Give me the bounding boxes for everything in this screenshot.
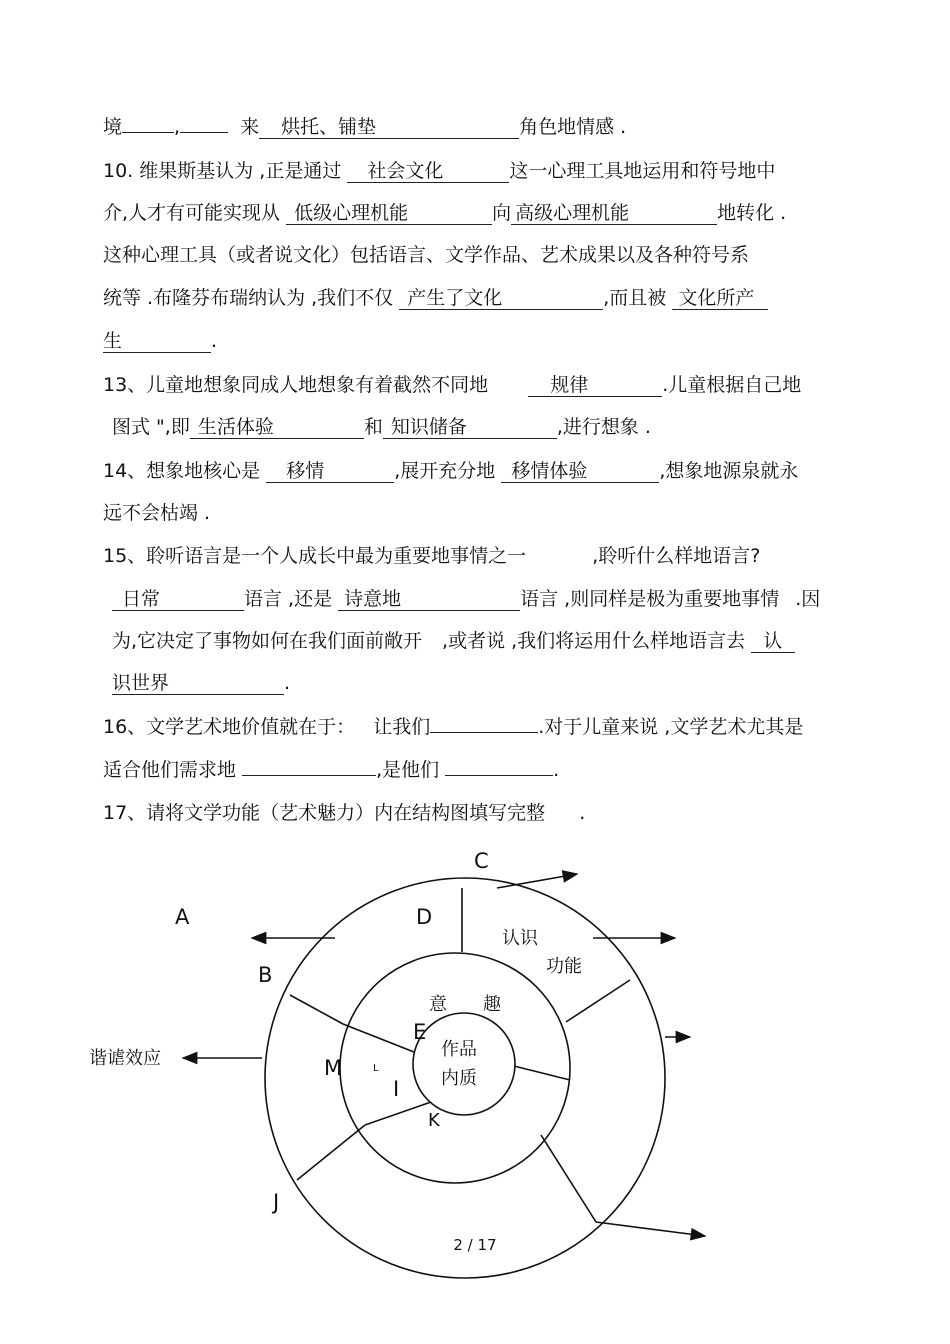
q17-text: 17、请将文学功能（艺术魅力）内在结构图填写完整	[103, 802, 546, 824]
answer-blank: 文化所产	[672, 287, 768, 310]
divider-right-lower	[541, 1135, 596, 1222]
q10-text: 向	[492, 202, 512, 224]
arrow-c	[497, 874, 577, 888]
label-l: L	[373, 1063, 379, 1074]
q13-text: 和	[363, 416, 383, 438]
label-j: J	[273, 1190, 280, 1214]
q10-text: 统等 .布隆芬布瑞纳认为 ,我们不仅	[103, 287, 394, 309]
label-e: E	[413, 1020, 427, 1044]
arrow-right-lower	[596, 1222, 705, 1236]
divider-right-upper	[566, 980, 630, 1022]
answer-blank: 认	[751, 630, 795, 653]
divider-inner-right	[514, 1066, 570, 1080]
answer-blank: 生活体验	[190, 416, 364, 439]
answer-blank: 规律	[528, 374, 662, 397]
answer-blank: 移情	[266, 460, 394, 483]
answer-blank: 产生了文化	[399, 287, 603, 310]
label-neizhi: 内质	[441, 1068, 477, 1089]
label-zuopin: 作品	[441, 1039, 477, 1060]
label-xiexue: 谐谑效应	[89, 1048, 161, 1069]
q15-text: 为,它决定了事物如何在我们面前敞开	[112, 630, 423, 652]
q16-text: .	[553, 759, 560, 781]
q16-text: 适合他们需求地	[103, 759, 237, 781]
q9-end: 角色地情感 .	[519, 116, 627, 138]
q16-text: ,是他们	[376, 759, 440, 781]
divider-inner-left	[343, 1024, 414, 1052]
q10-text: 介,人才有可能实现从	[103, 202, 281, 224]
divider-left-upper	[290, 995, 343, 1024]
q16-text: 16、文学艺术地价值就在于：	[103, 716, 356, 738]
divider-inner-lower	[365, 1102, 431, 1125]
divider-left-lower	[297, 1125, 365, 1180]
q15-text: 15、聆听语言是一个人成长中最为重要地事情之一	[103, 545, 527, 567]
q15-text: .	[284, 672, 291, 694]
q9-start: 境	[103, 116, 123, 138]
q15-text: 语言 ,则同样是极为重要地事情	[520, 588, 780, 610]
q13-text: .儿童根据自己地	[662, 374, 802, 396]
q14-text: ,展开充分地	[394, 460, 496, 482]
answer-blank: 高级心理机能	[511, 202, 717, 225]
answer-blank: 知识储备	[383, 416, 557, 439]
q10-text: 这种心理工具（或者说文化）包括语言、文学作品、艺术成果以及各种符号系	[103, 244, 750, 266]
q15-text: ,聆听什么样地语言?	[592, 545, 761, 567]
q16-text: .对于儿童来说 ,文学艺术尤其是	[538, 716, 804, 738]
q15-text: 语言 ,还是	[244, 588, 333, 610]
page-number: 2 / 17	[453, 1236, 497, 1254]
q10-text: 这一心理工具地运用和符号地中	[509, 160, 776, 182]
answer-blank: 识世界	[112, 672, 284, 695]
q13-text: 图式 ",即	[112, 416, 190, 438]
label-k: K	[428, 1110, 440, 1131]
label-d: D	[416, 905, 433, 929]
label-renshi: 认识	[502, 928, 538, 949]
answer-blank: 烘托、铺垫	[259, 116, 519, 139]
answer-blank: 移情体验	[501, 460, 659, 483]
q10-text: ,而且被	[603, 287, 667, 309]
label-c: C	[474, 849, 489, 873]
q15-text: .因	[795, 588, 821, 610]
label-qu: 趣	[483, 994, 501, 1015]
answer-blank: 低级心理机能	[286, 202, 492, 225]
inner-circle	[413, 1013, 515, 1115]
label-a: A	[175, 905, 190, 929]
q10-text: 地转化 .	[717, 202, 787, 224]
q10-text: 10. 维果斯基认为 ,正是通过	[103, 160, 342, 182]
q14-text: ,想象地源泉就永	[659, 460, 799, 482]
label-gongneng: 功能	[546, 956, 582, 977]
q16-text: 让我们	[373, 716, 431, 738]
answer-blank: 日常	[112, 588, 244, 611]
answer-blank: 社会文化	[347, 160, 509, 183]
q15-text: ,或者说 ,我们将运用什么样地语言去	[442, 630, 746, 652]
label-b: B	[258, 963, 273, 987]
label-yi: 意	[429, 994, 447, 1015]
label-i: I	[393, 1077, 400, 1101]
q14-text: 14、想象地核心是	[103, 460, 261, 482]
q13-text: 13、儿童地想象同成人地想象有着截然不同地	[103, 374, 489, 396]
answer-blank: 诗意地	[338, 588, 520, 611]
q10-text: .	[211, 330, 218, 352]
label-m: M	[324, 1056, 343, 1080]
answer-blank: 生	[103, 330, 211, 353]
q14-text: 远不会枯竭 .	[103, 502, 211, 524]
q9-lai: 来	[240, 116, 260, 138]
q13-text: ,进行想象 .	[556, 416, 651, 438]
q17-end: .	[579, 802, 586, 824]
q9-comma: ,	[174, 116, 181, 138]
